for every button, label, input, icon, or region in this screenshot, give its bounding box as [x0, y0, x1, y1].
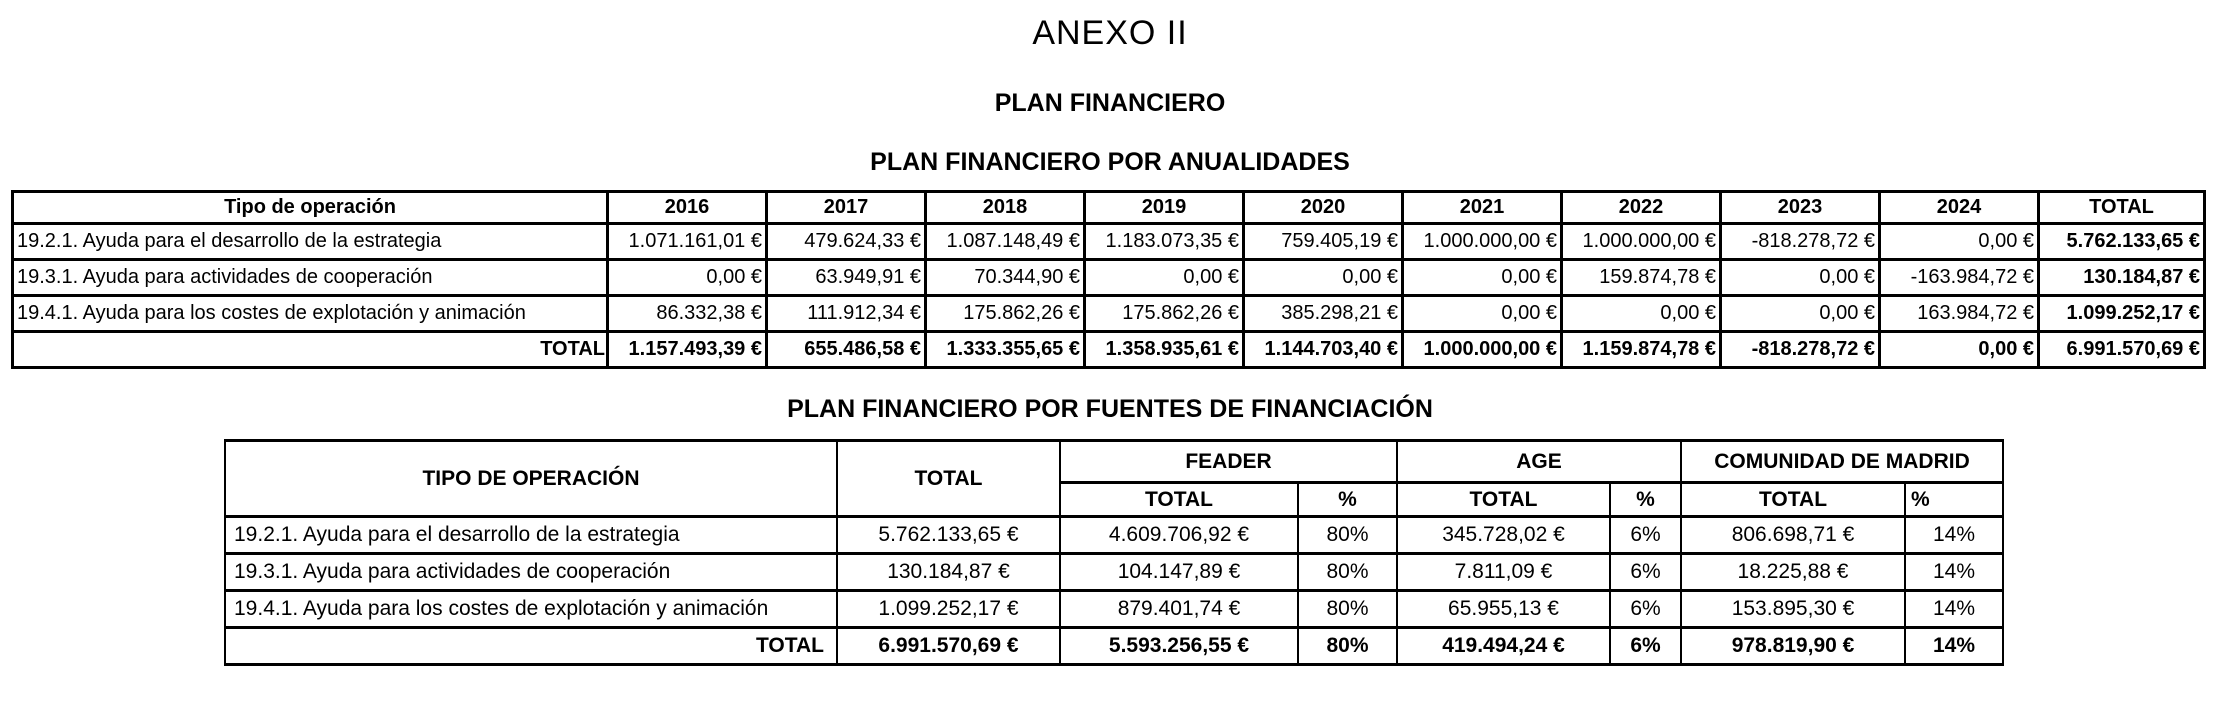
page-title: ANEXO II — [1032, 14, 1188, 52]
total-value-cell: -818.278,72 € — [1721, 332, 1880, 368]
value-cell: 0,00 € — [1403, 296, 1562, 332]
cm-total-cell: 153.895,30 € — [1681, 591, 1905, 628]
feader-total-cell: 104.147,89 € — [1060, 554, 1298, 591]
age-pct-cell: 6% — [1610, 554, 1681, 591]
value-cell: 175.862,26 € — [1085, 296, 1244, 332]
value-cell: 70.344,90 € — [926, 260, 1085, 296]
value-cell: 759.405,19 € — [1244, 224, 1403, 260]
feader-pct-cell: 80% — [1298, 628, 1397, 665]
total-value-cell: 655.486,58 € — [767, 332, 926, 368]
sources-table — [224, 439, 2004, 666]
total-cell: 6.991.570,69 € — [837, 628, 1060, 665]
value-cell: 86.332,38 € — [608, 296, 767, 332]
cm-total-cell: 806.698,71 € — [1681, 517, 1905, 554]
value-cell: 0,00 € — [608, 260, 767, 296]
feader-total-cell: 879.401,74 € — [1060, 591, 1298, 628]
value-cell: 0,00 € — [1721, 260, 1880, 296]
value-cell: 0,00 € — [1721, 296, 1880, 332]
cm-total-cell: 978.819,90 € — [1681, 628, 1905, 665]
age-pct-cell: 6% — [1610, 591, 1681, 628]
age-total-header: TOTAL — [1397, 483, 1610, 517]
row-total-cell: 1.099.252,17 € — [2039, 296, 2205, 332]
value-cell: 0,00 € — [1880, 224, 2039, 260]
value-cell: -818.278,72 € — [1721, 224, 1880, 260]
value-cell: 1.087.148,49 € — [926, 224, 1085, 260]
sources-header-cm: COMUNIDAD DE MADRID — [1681, 441, 2003, 483]
cm-total-cell: 18.225,88 € — [1681, 554, 1905, 591]
value-cell: 479.624,33 € — [767, 224, 926, 260]
total-value-cell: 1.000.000,00 € — [1403, 332, 1562, 368]
total-row — [13, 332, 2205, 368]
feader-total-header: TOTAL — [1060, 483, 1298, 517]
table-row — [13, 224, 2205, 260]
age-total-cell: 7.811,09 € — [1397, 554, 1610, 591]
value-cell: 159.874,78 € — [1562, 260, 1721, 296]
sources-header-age: AGE — [1397, 441, 1681, 483]
cm-pct-cell: 14% — [1905, 554, 2003, 591]
annual-header-row — [13, 192, 2205, 224]
value-cell: 0,00 € — [1562, 296, 1721, 332]
value-cell: 63.949,91 € — [767, 260, 926, 296]
total-value-cell: 1.333.355,65 € — [926, 332, 1085, 368]
total-row — [225, 628, 2003, 665]
row-label-cell: 19.4.1. Ayuda para los costes de explotación y animación — [13, 296, 608, 332]
grand-total-cell: 6.991.570,69 € — [2039, 332, 2205, 368]
total-row-label: TOTAL — [13, 332, 608, 368]
feader-total-cell: 4.609.706,92 € — [1060, 517, 1298, 554]
sources-header-row-1 — [225, 441, 2003, 483]
row-label-cell: 19.4.1. Ayuda para los costes de explotación y animación — [225, 591, 837, 628]
total-row-label: TOTAL — [225, 628, 837, 665]
annual-table — [11, 190, 2206, 369]
total-value-cell: 1.157.493,39 € — [608, 332, 767, 368]
age-pct-cell: 6% — [1610, 517, 1681, 554]
feader-pct-cell: 80% — [1298, 517, 1397, 554]
cm-pct-header: % — [1905, 483, 2003, 517]
row-label-cell: 19.3.1. Ayuda para actividades de cooperación — [13, 260, 608, 296]
annual-header-2018: 2018 — [926, 192, 1085, 224]
value-cell: 1.071.161,01 € — [608, 224, 767, 260]
row-total-cell: 130.184,87 € — [2039, 260, 2205, 296]
value-cell: 0,00 € — [1244, 260, 1403, 296]
cm-pct-cell: 14% — [1905, 591, 2003, 628]
annual-header-total: TOTAL — [2039, 192, 2205, 224]
annual-header-2021: 2021 — [1403, 192, 1562, 224]
total-cell: 5.762.133,65 € — [837, 517, 1060, 554]
sources-header-total: TOTAL — [837, 441, 1060, 517]
total-cell: 130.184,87 € — [837, 554, 1060, 591]
row-label-cell: 19.3.1. Ayuda para actividades de cooperación — [225, 554, 837, 591]
sources-header-feader: FEADER — [1060, 441, 1397, 483]
doc-subtitle: PLAN FINANCIERO — [994, 89, 1226, 117]
feader-pct-cell: 80% — [1298, 554, 1397, 591]
value-cell: 1.000.000,00 € — [1403, 224, 1562, 260]
value-cell: 0,00 € — [1403, 260, 1562, 296]
annual-header-tipo: Tipo de operación — [13, 192, 608, 224]
table-row — [225, 591, 2003, 628]
annual-header-2019: 2019 — [1085, 192, 1244, 224]
annual-header-2024: 2024 — [1880, 192, 2039, 224]
age-total-cell: 419.494,24 € — [1397, 628, 1610, 665]
value-cell: 175.862,26 € — [926, 296, 1085, 332]
annual-header-2016: 2016 — [608, 192, 767, 224]
annual-header-2022: 2022 — [1562, 192, 1721, 224]
total-value-cell: 1.159.874,78 € — [1562, 332, 1721, 368]
age-pct-cell: 6% — [1610, 628, 1681, 665]
annual-header-2020: 2020 — [1244, 192, 1403, 224]
sources-table-heading: PLAN FINANCIERO POR FUENTES DE FINANCIACIÓN — [787, 395, 1433, 423]
total-value-cell: 1.358.935,61 € — [1085, 332, 1244, 368]
value-cell: 111.912,34 € — [767, 296, 926, 332]
value-cell: 1.183.073,35 € — [1085, 224, 1244, 260]
annual-header-2023: 2023 — [1721, 192, 1880, 224]
cm-pct-cell: 14% — [1905, 517, 2003, 554]
age-total-cell: 65.955,13 € — [1397, 591, 1610, 628]
row-label-cell: 19.2.1. Ayuda para el desarrollo de la estrategia — [225, 517, 837, 554]
table-row — [13, 296, 2205, 332]
total-value-cell: 1.144.703,40 € — [1244, 332, 1403, 368]
cm-pct-cell: 14% — [1905, 628, 2003, 665]
annual-table-heading: PLAN FINANCIERO POR ANUALIDADES — [870, 148, 1350, 176]
age-pct-header: % — [1610, 483, 1681, 517]
value-cell: 1.000.000,00 € — [1562, 224, 1721, 260]
row-label-cell: 19.2.1. Ayuda para el desarrollo de la estrategia — [13, 224, 608, 260]
sources-header-tipo: TIPO DE OPERACIÓN — [225, 441, 837, 517]
value-cell: 385.298,21 € — [1244, 296, 1403, 332]
feader-pct-cell: 80% — [1298, 591, 1397, 628]
total-value-cell: 0,00 € — [1880, 332, 2039, 368]
value-cell: -163.984,72 € — [1880, 260, 2039, 296]
value-cell: 163.984,72 € — [1880, 296, 2039, 332]
table-row — [225, 554, 2003, 591]
value-cell: 0,00 € — [1085, 260, 1244, 296]
total-cell: 1.099.252,17 € — [837, 591, 1060, 628]
cm-total-header: TOTAL — [1681, 483, 1905, 517]
feader-total-cell: 5.593.256,55 € — [1060, 628, 1298, 665]
table-row — [225, 517, 2003, 554]
age-total-cell: 345.728,02 € — [1397, 517, 1610, 554]
table-row — [13, 260, 2205, 296]
feader-pct-header: % — [1298, 483, 1397, 517]
annual-header-2017: 2017 — [767, 192, 926, 224]
row-total-cell: 5.762.133,65 € — [2039, 224, 2205, 260]
